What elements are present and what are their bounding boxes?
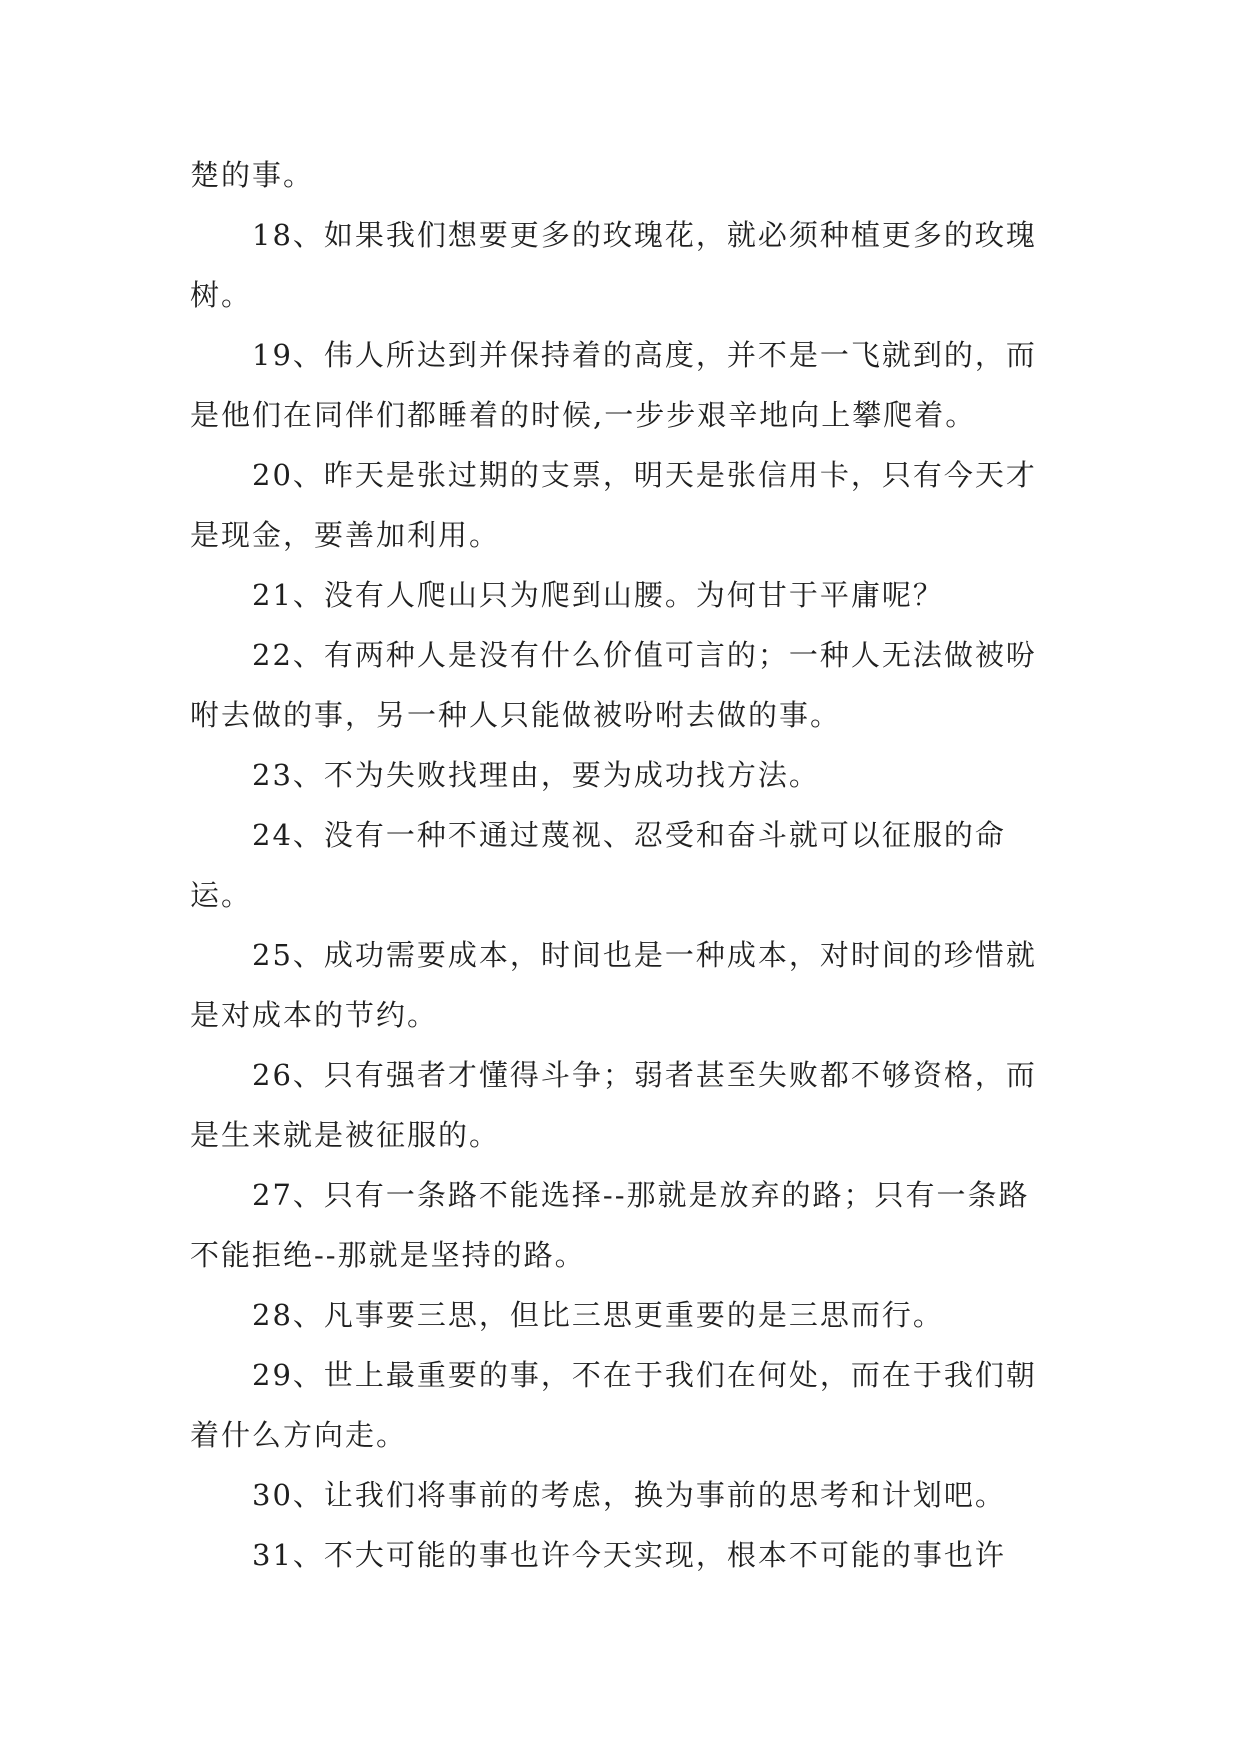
quote-19: 19、伟人所达到并保持着的高度，并不是一飞就到的，而是他们在同伴们都睡着的时候,一步步艰辛地向上攀爬着。: [190, 338, 1037, 432]
paragraph-continued: 楚的事。: [190, 158, 315, 192]
quote-22: 22、有两种人是没有什么价值可言的；一种人无法做被吩咐去做的事，另一种人只能做被吩咐去做的事。: [190, 638, 1037, 732]
quote-18: 18、如果我们想要更多的玫瑰花，就必须种植更多的玫瑰树。: [190, 218, 1037, 312]
quote-26: 26、只有强者才懂得斗争；弱者甚至失败都不够资格，而是生来就是被征服的。: [190, 1058, 1037, 1152]
quote-28: 28、凡事要三思，但比三思更重要的是三思而行。: [252, 1298, 944, 1332]
quote-27: 27、只有一条路不能选择--那就是放弃的路；只有一条路不能拒绝--那就是坚持的路。: [190, 1178, 1030, 1272]
quote-24: 24、没有一种不通过蔑视、忍受和奋斗就可以征服的命运。: [190, 818, 1006, 912]
quote-20: 20、昨天是张过期的支票，明天是张信用卡，只有今天才是现金，要善加利用。: [190, 458, 1037, 552]
quote-21: 21、没有人爬山只为爬到山腰。为何甘于平庸呢？: [252, 578, 944, 612]
quote-31: 31、不大可能的事也许今天实现，根本不可能的事也许: [252, 1538, 1006, 1572]
quote-29: 29、世上最重要的事，不在于我们在何处，而在于我们朝着什么方向走。: [190, 1358, 1037, 1452]
quote-25: 25、成功需要成本，时间也是一种成本，对时间的珍惜就是对成本的节约。: [190, 938, 1037, 1032]
quote-23: 23、不为失败找理由，要为成功找方法。: [252, 758, 820, 792]
quote-30: 30、让我们将事前的考虑，换为事前的思考和计划吧。: [252, 1478, 1006, 1512]
